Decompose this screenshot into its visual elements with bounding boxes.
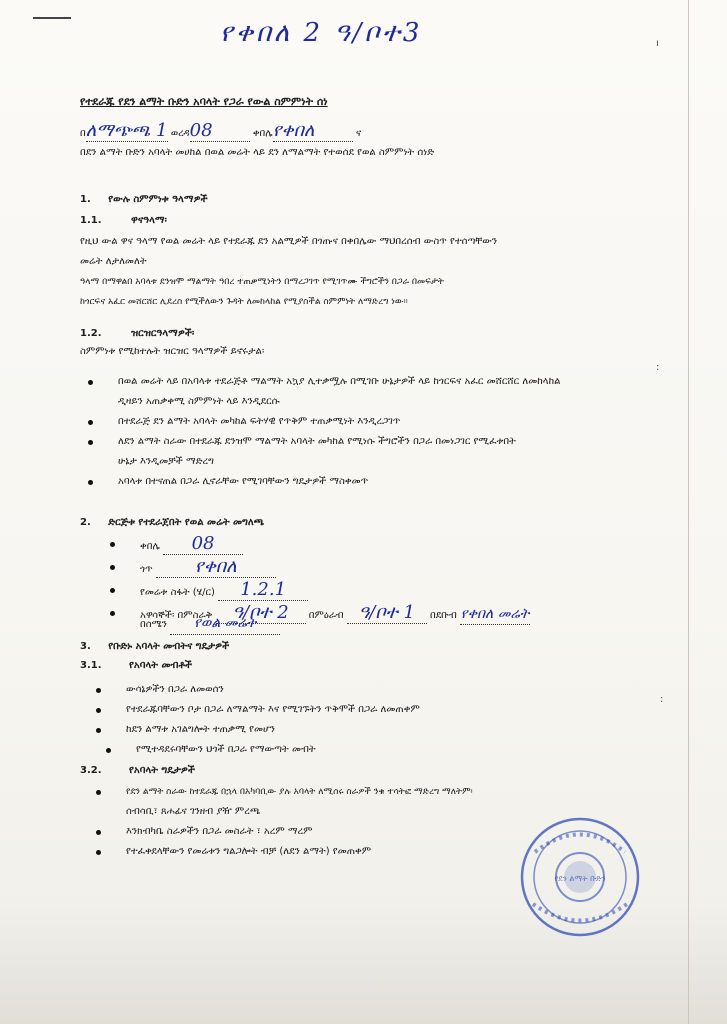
- kebele-value: የቀበለ: [273, 120, 353, 142]
- field-got: [140, 557, 680, 580]
- list-item: የሚተዳደሩባቸውን ህጎች በጋራ የማውጣት መብት: [136, 740, 666, 760]
- location-suffix: ና: [355, 128, 362, 139]
- list-item: በወል መሬት ላይ በአባላቱ ተደራጅቶ ማልማት አኳያ ሊተቃሟሉ በሚገቡ ሁኔታዎች ላይ ከጎርፍና አፈር መሸርሸር ለመከላከል: [118, 372, 678, 392]
- section2-heading: [80, 517, 264, 528]
- field-kebele: [140, 534, 680, 557]
- section1-number: 1.: [80, 194, 91, 205]
- sub1-2-number: 1.2.: [80, 328, 102, 339]
- field-area-value: 1.2.1: [218, 580, 308, 601]
- official-stamp: [515, 812, 645, 942]
- sub3-2-heading: [80, 765, 195, 776]
- document-title: የተደራጁ የደን ልማት ቡድን አባላት የጋራ የውል ስምምነት ሰነ: [80, 95, 328, 108]
- list-item: እንክብካቤ ስራዎችን በጋራ መስራት ፣ አረም ማረም: [126, 822, 606, 842]
- field-south-label: በደቡብ: [430, 610, 457, 621]
- section2-number: 2.: [80, 517, 91, 528]
- rights-list: [126, 680, 666, 760]
- sub1-1-number: 1.1.: [80, 215, 102, 226]
- sub1-1-line-2: መሬት ለታለመለት: [80, 256, 147, 267]
- field-east-value: ዓ/ቦተ 2: [216, 603, 306, 624]
- field-south-value: የቀበለ መሬት: [460, 604, 530, 625]
- field-west-label: በምዕራብ: [308, 610, 344, 621]
- field-north-label: በሰሜን: [140, 619, 167, 630]
- sub3-1-number: 3.1.: [80, 660, 102, 671]
- margin-mark: ı: [656, 38, 659, 49]
- kebele-label: ቀበሌ: [252, 128, 273, 139]
- sub1-1-line-1: የዚህ ውል ዋና ዓላማ የወል መሬት ላይ የተደራጁ ደን አልሚዎች በጎጡና በቀበሌው ማህበረሰብ ውስጥ የተሰጣቸውን: [80, 236, 498, 247]
- location-line: [80, 120, 361, 142]
- section1-title: የውሉ ስምምነቱ ዓላማዎች: [108, 194, 208, 205]
- woreda-label: ወረዳ: [170, 128, 190, 139]
- stamp-seal-graphic: [515, 812, 645, 942]
- sub3-1-heading: [80, 660, 192, 671]
- list-item: በተደራጅ ደን ልማት አባላት መካከል ፍትሃዊ የጥቅም ተጠቃሚነት እንዲረጋገጥ: [118, 412, 678, 432]
- woreda-value: 08: [190, 120, 250, 142]
- page-fold-line: [688, 0, 689, 1024]
- sub1-1-line-4: ከጎርፍና አፈር መሸርሸር ሊደረስ የሚችለውን ጉዳት ለመከላከል የሚያስችል ስምምነት ለማድረግ ነው።: [80, 297, 408, 307]
- field-north: [140, 612, 280, 636]
- field-kebele-value: 08: [163, 534, 243, 555]
- list-item: አባላቱ በተናጠል በጋራ ሊኖራቸው የሚገባቸውን ግዴታዎች ማስቀመጥ: [118, 472, 678, 492]
- sub3-2-number: 3.2.: [80, 765, 102, 776]
- field-area-label: የመሬቱ ስፋት (ሄ/ር): [140, 587, 215, 598]
- margin-mark: :: [656, 362, 660, 373]
- sub3-2-title: የአባላት ግዴታዎች: [129, 765, 195, 776]
- section3-heading: [80, 641, 229, 652]
- field-kebele-label: ቀበሌ: [140, 541, 160, 552]
- list-item: [118, 452, 678, 472]
- sub1-1-line-3: ዓላማ በማዋልበ አባላቱ ደንዝሞ ማልማት ዓበረ ተጠቃሚነትን በማረጋገጥ የሚገጥሙ ችግሮችን በጋራ በመፍታት: [80, 277, 444, 287]
- location-prefix: በ: [80, 128, 86, 139]
- village-value: ለማጭጫ 1: [85, 120, 168, 141]
- stamp-text: የደን ልማት ቡድን: [554, 874, 606, 883]
- field-got-value: የቀበለ: [156, 557, 276, 578]
- objectives-list: [118, 372, 678, 492]
- sub1-2-title: ዝርዝርዓላማዎች፡: [131, 328, 195, 339]
- corner-mark: [33, 17, 71, 19]
- sub1-2-intro: ስምምነቱ የሚከተሉት ዝርዝር ዓላማዎች ይኖሩታል፡: [80, 346, 265, 357]
- intro-line: በደን ልማት ቡድን አባላት መሀከል በወል መሬት ላይ ደን ለማልማት የተወሰደ የወል ስምምነት ሰነድ: [80, 147, 435, 158]
- list-item: የተደራጁባቸውን ቦታ በጋራ ለማልማት እና የሚገኙትን ጥቅሞች በጋራ ለመጠቀም: [126, 700, 666, 720]
- section1-heading: [80, 194, 208, 205]
- section2-title: ድርጅቱ የተደራጀበት የወል መሬት መግለጫ: [108, 517, 265, 528]
- field-got-label: ጎጥ: [140, 564, 153, 575]
- margin-mark: :: [660, 694, 664, 705]
- list-item: የደን ልማት ስራው ከተደራጁ በኋላ በአካባቢው ያሉ አባላት ለሚሰሩ ስራዎች ንቁ ተሳትፎ ማድረግ ማለትም፡: [126, 782, 606, 802]
- sub1-1-heading: [80, 215, 167, 226]
- sub1-1-title: ዋናዓላማ፡: [131, 215, 167, 226]
- list-item-continuation: ሰብሳቢ፣ ጸሐፊና ገንዘብ ያዥ ምረጫ: [126, 806, 261, 817]
- list-item: የተፈቀደላቸውን የመሬቱን ግልጋሎት ብቻ (ለደን ልማት) የመጠቀም: [126, 842, 606, 862]
- list-item-continuation: ሁኔታ እንዲመቻች ማድረግ: [118, 456, 214, 467]
- list-item: ለደን ልማት ስራው በተደራጁ ደንዝሞ ማልማት አባላት መካከል የሚነሱ ችግሮችን በጋራ በመነጋገር የሚፈቱበት: [118, 432, 678, 452]
- sub1-2-heading: [80, 328, 194, 339]
- sub1-1-text: [80, 232, 655, 312]
- list-item: ከደን ልማቱ አገልግሎት ተጠቃሚ የመሆን: [126, 720, 666, 740]
- section3-title: የቡድኑ አባላት መብትና ግዴታዎች: [108, 641, 230, 652]
- list-item: [118, 392, 678, 412]
- sub3-1-title: የአባላት መብቶች: [129, 660, 193, 671]
- section3-number: 3.: [80, 641, 91, 652]
- field-area: [140, 580, 680, 603]
- handwritten-header: የቀበለ 2 ዓ/ቦተ3: [220, 18, 423, 48]
- field-north-value: የወል መሬት: [170, 612, 280, 635]
- list-item-continuation: ዲዛይን አጠቃቀሚ ስምምነት ላይ እንዲደርሱ: [118, 396, 280, 407]
- list-item: ውሳኔዎችን በጋራ ለመወሰን: [126, 680, 666, 700]
- field-boundaries-label: አዋሳኞች፡ በምስራቅ: [140, 610, 213, 621]
- field-west-value: ዓ/ቦተ 1: [347, 603, 427, 624]
